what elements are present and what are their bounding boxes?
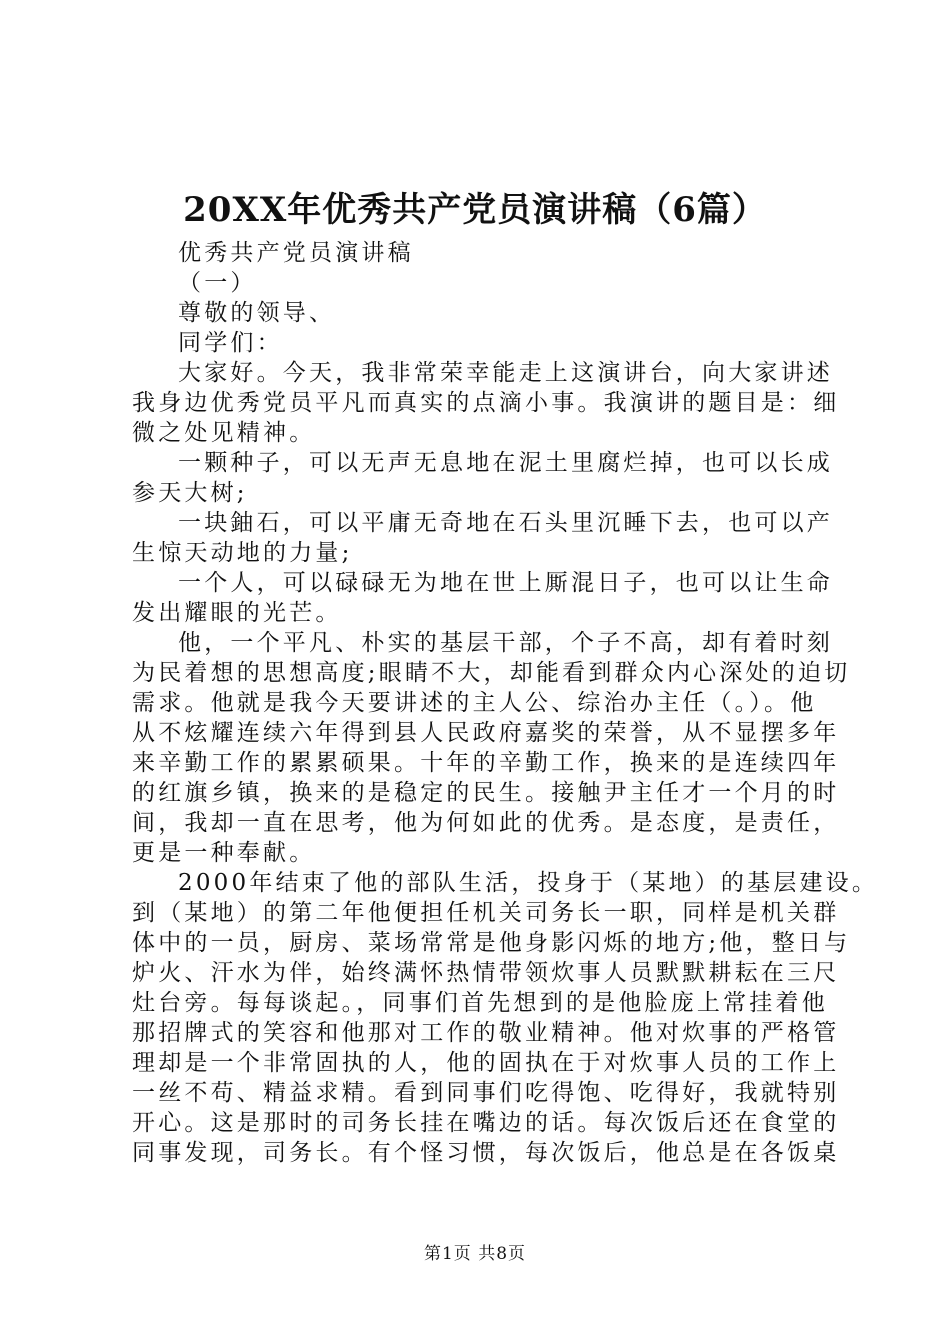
text-line: 一个人，可以碌碌无为地在世上厮混日子，也可以让生命	[178, 570, 833, 596]
text-line: 灶台旁。每每谈起。，同事们首先想到的是他脸庞上常挂着他	[132, 990, 828, 1016]
text-line: 为民着想的思想高度;眼睛不大，却能看到群众内心深处的迫切	[132, 660, 851, 686]
text-line: 间，我却一直在思考，他为何如此的优秀。是态度，是责任，	[132, 810, 840, 836]
text-line: 2000年结束了他的部队生活，投身于（某地）的基层建设。	[178, 870, 879, 896]
text-line: 到（某地）的第二年他便担任机关司务长一职，同样是机关群	[132, 900, 840, 926]
text-line: 大家好。今天，我非常荣幸能走上这演讲台，向大家讲述	[178, 360, 833, 386]
page-footer: 第1页 共8页	[423, 1244, 527, 1264]
text-line: 参天大树;	[132, 480, 248, 506]
text-line: 他，一个平凡、朴实的基层干部，个子不高，却有着时刻	[178, 630, 833, 656]
text-line: 同学们：	[178, 330, 283, 356]
text-line: 生惊天动地的力量;	[132, 540, 353, 566]
text-line: 微之处见精神。	[132, 420, 316, 446]
text-line: 的红旗乡镇，换来的是稳定的民生。接触尹主任才一个月的时	[132, 780, 840, 806]
text-line: 体中的一员，厨房、菜场常常是他身影闪烁的地方;他，整日与	[132, 930, 851, 956]
text-line: 优秀共产党员演讲稿	[178, 240, 414, 266]
text-line: （一）	[178, 270, 257, 296]
text-line: 一丝不苟、精益求精。看到同事们吃得饱、吃得好，我就特别	[132, 1080, 840, 1106]
document-title: 20XX年优秀共产党员演讲稿（6篇）	[183, 190, 767, 230]
text-line: 发出耀眼的光芒。	[132, 600, 342, 626]
text-line: 理却是一个非常固执的人，他的固执在于对炊事人员的工作上	[132, 1050, 840, 1076]
text-line: 炉火、汗水为伴，始终满怀热情带领炊事人员默默耕耘在三尺	[132, 960, 840, 986]
document-body	[132, 238, 879, 1168]
text-line: 一块鈾石，可以平庸无奇地在石头里沉睡下去，也可以产	[178, 510, 833, 536]
text-line: 从不炫耀连续六年得到县人民政府嘉奖的荣誉，从不显摆多年	[132, 720, 840, 746]
text-line: 那招牌式的笑容和他那对工作的敬业精神。他对炊事的严格管	[132, 1020, 840, 1046]
text-line: 开心。这是那时的司务长挂在嘴边的话。每次饭后还在食堂的	[132, 1110, 840, 1136]
text-line: 尊敬的领导、	[178, 300, 336, 326]
text-line: 需求。他就是我今天要讲述的主人公、综治办主任（。）。他	[132, 690, 817, 716]
text-line: 来辛勤工作的累累硕果。十年的辛勤工作，换来的是连续四年	[132, 750, 840, 776]
text-line: 同事发现，司务长。有个怪习惯，每次饭后，他总是在各饭桌	[132, 1140, 840, 1166]
text-line: 一颗种子，可以无声无息地在泥土里腐烂掉，也可以长成	[178, 450, 833, 476]
text-line: 更是一种奉献。	[132, 840, 316, 866]
text-line: 我身边优秀党员平凡而真实的点滴小事。我演讲的题目是：细	[132, 390, 840, 416]
